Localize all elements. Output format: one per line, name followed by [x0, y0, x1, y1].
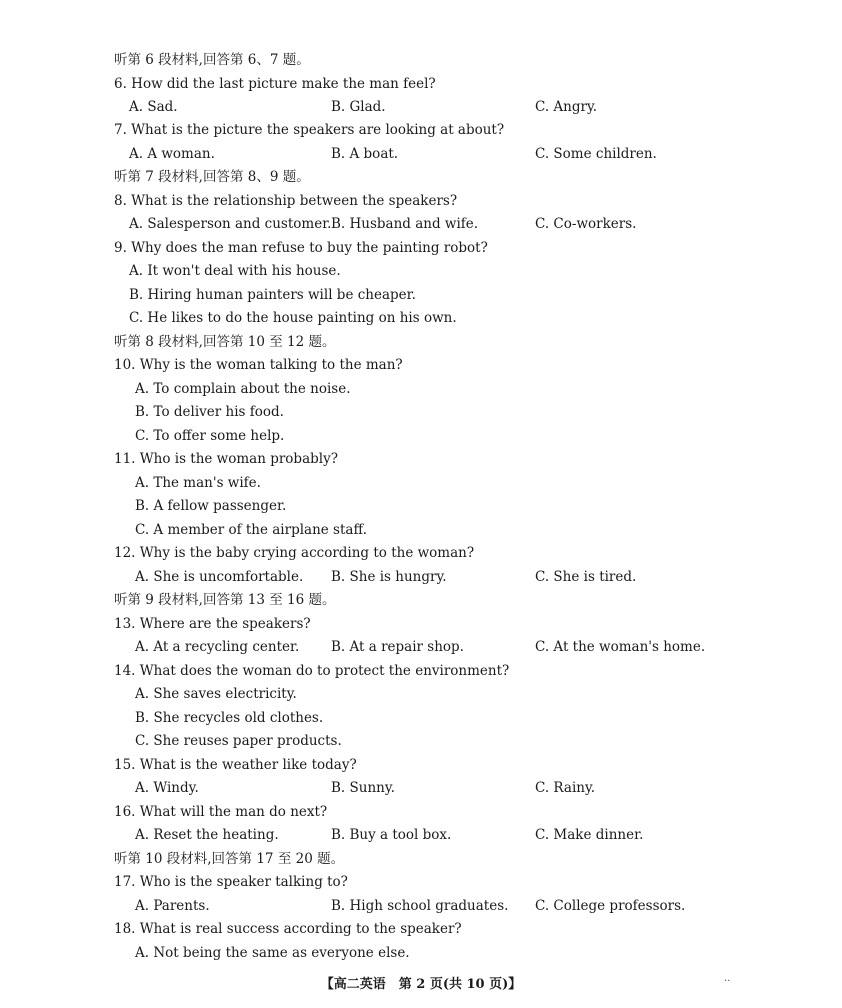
corner-mark: ·· [724, 976, 731, 987]
text-line: 12. Why is the baby crying according to the woman? [114, 545, 475, 561]
text-line: 7. What is the picture the speakers are looking at about? [114, 122, 505, 138]
text-line: A. At a recycling center. [135, 639, 300, 655]
page-footer: 【高二英语 第 2 页(共 10 页)】 [320, 977, 522, 992]
text-line: B. Husband and wife. [331, 216, 479, 232]
text-line: 18. What is real success according to the speaker? [114, 921, 462, 937]
text-line: A. Not being the same as everyone else. [135, 945, 410, 961]
text-line: 听第 10 段材料,回答第 17 至 20 题。 [114, 851, 345, 867]
text-line: A. Salesperson and customer. [129, 216, 332, 232]
text-line: B. Hiring human painters will be cheaper. [129, 287, 416, 303]
text-line: 15. What is the weather like today? [114, 757, 357, 773]
text-line: C. Co-workers. [535, 216, 637, 232]
text-line: B. At a repair shop. [331, 639, 464, 655]
text-line: B. A fellow passenger. [135, 498, 287, 514]
text-line: B. Sunny. [331, 780, 395, 796]
text-line: A. To complain about the noise. [135, 381, 351, 397]
text-line: 8. What is the relationship between the speakers? [114, 193, 458, 209]
text-line: 11. Who is the woman probably? [114, 451, 338, 467]
text-line: C. A member of the airplane staff. [135, 522, 367, 538]
text-line: C. He likes to do the house painting on his own. [129, 310, 457, 326]
text-line: 听第 7 段材料,回答第 8、9 题。 [114, 169, 310, 185]
text-line: C. Rainy. [535, 780, 596, 796]
text-line: C. She reuses paper products. [135, 733, 342, 749]
text-line: B. Buy a tool box. [331, 827, 452, 843]
text-line: 17. Who is the speaker talking to? [114, 874, 348, 890]
text-line: A. The man's wife. [135, 475, 261, 491]
text-line: B. To deliver his food. [135, 404, 284, 420]
text-line: C. College professors. [535, 898, 686, 914]
text-line: C. Some children. [535, 146, 657, 162]
text-line: C. To offer some help. [135, 428, 285, 444]
text-line: C. She is tired. [535, 569, 637, 585]
text-line: 听第 8 段材料,回答第 10 至 12 题。 [114, 334, 336, 350]
text-line: B. A boat. [331, 146, 399, 162]
text-line: 16. What will the man do next? [114, 804, 328, 820]
text-line: C. At the woman's home. [535, 639, 706, 655]
text-line: 14. What does the woman do to protect the environment? [114, 663, 510, 679]
text-line: B. Glad. [331, 99, 386, 115]
text-line: A. Sad. [129, 99, 178, 115]
text-line: C. Angry. [535, 99, 598, 115]
text-line: A. She saves electricity. [135, 686, 297, 702]
text-line: C. Make dinner. [535, 827, 644, 843]
text-line: 听第 6 段材料,回答第 6、7 题。 [114, 52, 310, 68]
text-line: A. A woman. [129, 146, 215, 162]
text-line: 13. Where are the speakers? [114, 616, 311, 632]
text-line: A. Reset the heating. [135, 827, 279, 843]
text-line: B. She is hungry. [331, 569, 447, 585]
text-line: 10. Why is the woman talking to the man? [114, 357, 403, 373]
text-line: B. High school graduates. [331, 898, 509, 914]
text-line: A. Parents. [135, 898, 210, 914]
text-line: 听第 9 段材料,回答第 13 至 16 题。 [114, 592, 336, 608]
text-line: 6. How did the last picture make the man feel? [114, 76, 436, 92]
text-line: A. It won't deal with his house. [129, 263, 341, 279]
text-line: B. She recycles old clothes. [135, 710, 324, 726]
text-line: A. Windy. [135, 780, 199, 796]
text-line: 9. Why does the man refuse to buy the painting robot? [114, 240, 488, 256]
text-line: A. She is uncomfortable. [135, 569, 304, 585]
